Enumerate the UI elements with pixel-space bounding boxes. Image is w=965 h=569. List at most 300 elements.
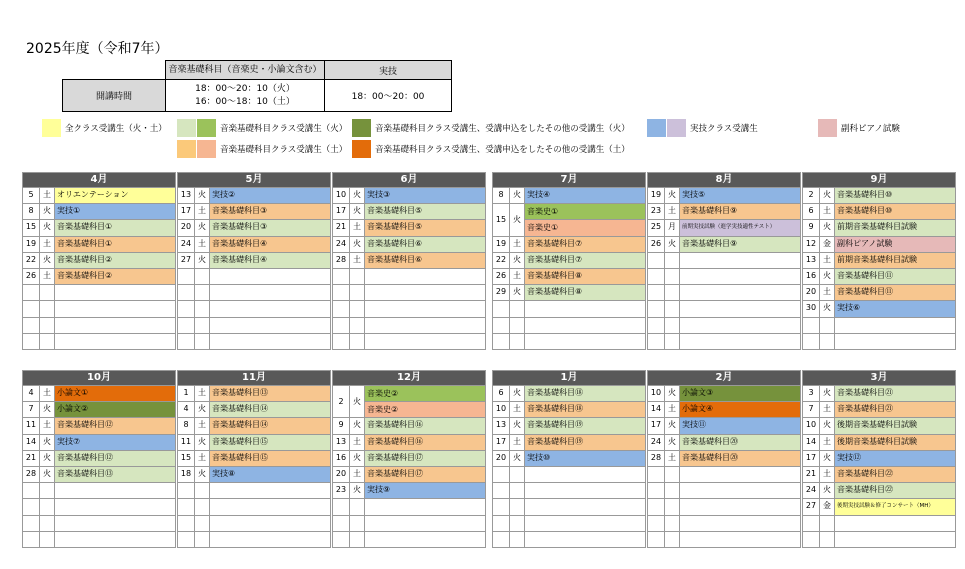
event-cell	[55, 334, 175, 349]
day-number	[648, 301, 665, 316]
event-cell: 音楽基礎科目⑧	[525, 285, 645, 300]
event-cell: 音楽基礎科目⑫	[55, 418, 175, 433]
event-cell	[210, 516, 330, 531]
empty-row	[333, 317, 485, 333]
weekday	[665, 499, 680, 514]
empty-row	[648, 300, 800, 316]
day-number: 26	[23, 269, 40, 284]
legend-swatch	[352, 119, 371, 137]
weekday: 火	[820, 386, 835, 401]
day-number	[803, 334, 820, 349]
event-cell	[210, 285, 330, 300]
day-number: 24	[178, 237, 195, 252]
month-header: 4月	[23, 173, 175, 187]
schedule-row	[333, 203, 485, 219]
event-cell: 音楽基礎科目⑱	[525, 402, 645, 417]
empty-row	[648, 531, 800, 547]
weekday	[665, 483, 680, 498]
weekday: 土	[510, 402, 525, 417]
schedule-row	[803, 385, 955, 401]
day-number	[178, 499, 195, 514]
weekday	[40, 483, 55, 498]
day-number: 24	[803, 483, 820, 498]
day-number: 10	[648, 386, 665, 401]
weekday: 火	[350, 188, 365, 203]
weekday: 土	[820, 435, 835, 450]
weekday: 火	[510, 418, 525, 433]
schedule-row	[493, 417, 645, 433]
schedule-row	[803, 284, 955, 300]
schedule-row	[493, 284, 645, 300]
empty-row	[803, 333, 955, 349]
event-cell	[835, 516, 955, 531]
month-header: 12月	[333, 371, 485, 385]
event-cell	[55, 499, 175, 514]
day-number: 21	[333, 220, 350, 235]
weekday	[665, 269, 680, 284]
weekday	[195, 483, 210, 498]
day-number: 2	[803, 188, 820, 203]
event-cell	[835, 334, 955, 349]
event-cell: 音楽基礎科目⑯	[365, 418, 485, 433]
weekday: 土	[40, 386, 55, 401]
event-cell	[210, 483, 330, 498]
day-number: 14	[648, 402, 665, 417]
event-cell	[365, 285, 485, 300]
empty-row	[178, 333, 330, 349]
weekday	[350, 285, 365, 300]
weekday	[665, 532, 680, 547]
day-number: 27	[803, 499, 820, 514]
legend-label: 音楽基礎科目クラス受講生、受講申込をしたその他の受講生（土）	[375, 145, 630, 155]
event-cell	[680, 301, 800, 316]
weekday	[195, 318, 210, 333]
weekday: 土	[510, 435, 525, 450]
schedule-row	[23, 236, 175, 252]
schedule-row	[493, 236, 645, 252]
day-number: 4	[23, 386, 40, 401]
day-number	[333, 301, 350, 316]
weekday	[665, 516, 680, 531]
empty-row	[178, 284, 330, 300]
day-number: 10	[333, 188, 350, 203]
day-number: 20	[178, 220, 195, 235]
event-cell	[210, 499, 330, 514]
empty-row	[648, 515, 800, 531]
day-number: 20	[333, 467, 350, 482]
event-cell	[210, 334, 330, 349]
day-number	[493, 318, 510, 333]
weekday: 土	[40, 418, 55, 433]
legend-swatch	[197, 140, 216, 158]
day-number: 29	[493, 285, 510, 300]
event-cell: 音楽基礎科目③	[210, 204, 330, 219]
schedule-row	[803, 268, 955, 284]
month-header: 1月	[493, 371, 645, 385]
month-5	[177, 172, 331, 350]
empty-row	[23, 333, 175, 349]
day-number	[23, 499, 40, 514]
day-number: 26	[493, 269, 510, 284]
schedule-row	[333, 466, 485, 482]
event-cell	[365, 269, 485, 284]
event-cell	[525, 467, 645, 482]
legend-label: 音楽基礎科目クラス受講生、受講申込をしたその他の受講生（火）	[375, 124, 630, 134]
schedule-row	[333, 187, 485, 203]
event-cell	[365, 516, 485, 531]
event-cell	[680, 253, 800, 268]
empty-row	[648, 252, 800, 268]
empty-row	[493, 482, 645, 498]
empty-row	[178, 300, 330, 316]
weekday	[195, 516, 210, 531]
day-number: 22	[23, 253, 40, 268]
legend-swatch	[667, 119, 686, 137]
event-cell: 音楽基礎科目⑪	[835, 269, 955, 284]
empty-row	[333, 300, 485, 316]
event-cell: 音楽基礎科目⑱	[525, 386, 645, 401]
schedule-row	[493, 385, 645, 401]
day-number: 7	[803, 402, 820, 417]
legend-swatch	[197, 119, 216, 137]
schedule-row	[648, 401, 800, 417]
weekday: 火	[510, 204, 525, 235]
weekday: 土	[820, 467, 835, 482]
event-cell: 音楽基礎科目㉑	[835, 386, 955, 401]
schedule-row	[803, 219, 955, 235]
day-number: 26	[648, 237, 665, 252]
weekday	[510, 516, 525, 531]
weekday	[195, 285, 210, 300]
event-cell: 音楽基礎科目⑨	[680, 204, 800, 219]
day-number	[493, 467, 510, 482]
event-cell: 実技③	[365, 188, 485, 203]
empty-row	[333, 333, 485, 349]
day-number: 16	[333, 451, 350, 466]
schedule-row	[803, 466, 955, 482]
weekday	[665, 301, 680, 316]
schedule-row	[178, 466, 330, 482]
schedule-row	[23, 252, 175, 268]
day-number: 25	[648, 220, 665, 235]
event-cell: 音楽基礎科目⑦	[525, 237, 645, 252]
legend-piano	[818, 119, 900, 137]
day-number: 30	[803, 301, 820, 316]
empty-row	[23, 498, 175, 514]
empty-row	[648, 333, 800, 349]
day-number: 13	[803, 253, 820, 268]
event-cell: 音楽基礎科目③	[210, 220, 330, 235]
day-number: 15	[493, 204, 510, 235]
weekday: 火	[665, 386, 680, 401]
event-cell: 実技⑪	[680, 418, 800, 433]
day-number	[178, 516, 195, 531]
legend-kiso-tue	[177, 119, 347, 137]
day-number: 15	[178, 451, 195, 466]
day-number: 11	[178, 435, 195, 450]
hours-col1-header: 音楽基礎科目（音楽史・小論文含む）	[166, 61, 325, 80]
schedule-row	[333, 450, 485, 466]
legend-label: 全クラス受講生（火・土）	[65, 124, 167, 134]
weekday: 火	[665, 237, 680, 252]
event-cell: 小論文③	[680, 386, 800, 401]
event-cell	[680, 467, 800, 482]
day-number: 28	[648, 451, 665, 466]
weekday	[350, 516, 365, 531]
event-cell	[680, 269, 800, 284]
schedule-row	[23, 385, 175, 401]
event-cell: 音楽基礎科目⑬	[55, 467, 175, 482]
event-cell: 音楽基礎科目②	[55, 253, 175, 268]
day-number	[648, 532, 665, 547]
schedule-row	[23, 466, 175, 482]
day-number: 12	[803, 237, 820, 252]
event-cell: オリエンテーション	[55, 188, 175, 203]
event-cell: 音楽基礎科目⑧	[525, 269, 645, 284]
empty-row	[23, 515, 175, 531]
weekday	[665, 253, 680, 268]
day-number: 13	[178, 188, 195, 203]
schedule-row	[23, 401, 175, 417]
schedule-row	[803, 450, 955, 466]
month-header: 9月	[803, 173, 955, 187]
schedule-row	[23, 187, 175, 203]
day-number: 6	[493, 386, 510, 401]
day-number	[333, 532, 350, 547]
hours-col2-header: 実技	[325, 61, 452, 80]
weekday	[40, 318, 55, 333]
hours-table-corner	[63, 61, 166, 80]
day-number	[493, 334, 510, 349]
event-cell	[680, 483, 800, 498]
weekday: 土	[350, 220, 365, 235]
month-header: 5月	[178, 173, 330, 187]
schedule-row	[23, 268, 175, 284]
event-cell	[680, 516, 800, 531]
schedule-row	[178, 252, 330, 268]
day-number	[23, 516, 40, 531]
event-cell	[55, 483, 175, 498]
weekday: 土	[195, 418, 210, 433]
month-header: 6月	[333, 173, 485, 187]
legend-label: 音楽基礎科目クラス受講生（火）	[220, 124, 348, 134]
month-header: 7月	[493, 173, 645, 187]
event-label: 音楽史②	[365, 401, 485, 417]
schedule-row	[803, 498, 955, 514]
weekday: 火	[40, 220, 55, 235]
weekday: 火	[195, 188, 210, 203]
schedule-row	[178, 450, 330, 466]
event-cell: 音楽基礎科目㉒	[835, 483, 955, 498]
weekday	[510, 301, 525, 316]
schedule-row	[178, 187, 330, 203]
event-cell: 音楽基礎科目⑭	[210, 402, 330, 417]
empty-row	[23, 531, 175, 547]
schedule-row	[333, 385, 485, 417]
day-number	[648, 269, 665, 284]
event-cell: 実技⑥	[835, 301, 955, 316]
event-cell: 音楽基礎科目⑳	[680, 451, 800, 466]
day-number	[178, 269, 195, 284]
day-number: 16	[803, 269, 820, 284]
weekday: 土	[820, 253, 835, 268]
schedule-row	[178, 236, 330, 252]
weekday: 火	[40, 402, 55, 417]
weekday	[195, 334, 210, 349]
weekday: 火	[820, 269, 835, 284]
event-cell	[525, 483, 645, 498]
day-number	[648, 483, 665, 498]
day-number: 13	[333, 435, 350, 450]
event-cell	[55, 532, 175, 547]
event-cell	[835, 532, 955, 547]
schedule-row	[23, 417, 175, 433]
month-7	[492, 172, 646, 350]
day-number	[23, 285, 40, 300]
day-number	[333, 516, 350, 531]
event-cell: 音楽基礎科目②	[55, 269, 175, 284]
schedule-row	[333, 236, 485, 252]
weekday: 火	[350, 451, 365, 466]
weekday: 土	[40, 237, 55, 252]
month-10	[22, 370, 176, 548]
event-cell	[525, 318, 645, 333]
legend-swatch	[42, 119, 61, 137]
day-number: 27	[178, 253, 195, 268]
event-cell	[680, 499, 800, 514]
event-cell	[55, 516, 175, 531]
weekday: 土	[665, 204, 680, 219]
day-number	[803, 532, 820, 547]
day-number	[493, 301, 510, 316]
weekday	[40, 301, 55, 316]
weekday	[40, 285, 55, 300]
event-cell: 実技⑧	[210, 467, 330, 482]
day-number	[493, 516, 510, 531]
weekday: 火	[510, 188, 525, 203]
empty-row	[178, 498, 330, 514]
month-11	[177, 370, 331, 548]
day-number: 3	[803, 386, 820, 401]
event-cell: 音楽基礎科目⑰	[365, 467, 485, 482]
month-9	[802, 172, 956, 350]
day-number	[648, 285, 665, 300]
weekday: 火	[510, 386, 525, 401]
event-label: 音楽史②	[365, 386, 485, 401]
day-number: 15	[23, 220, 40, 235]
day-number	[803, 318, 820, 333]
month-8	[647, 172, 801, 350]
weekday	[195, 532, 210, 547]
weekday	[350, 269, 365, 284]
day-number	[178, 532, 195, 547]
weekday	[40, 516, 55, 531]
schedule-row	[493, 252, 645, 268]
schedule-row	[178, 203, 330, 219]
event-cell	[680, 318, 800, 333]
day-number	[23, 532, 40, 547]
day-number	[648, 318, 665, 333]
empty-row	[648, 466, 800, 482]
schedule-row	[493, 434, 645, 450]
day-number	[23, 318, 40, 333]
weekday: 火	[510, 253, 525, 268]
weekday	[510, 334, 525, 349]
day-number: 19	[23, 237, 40, 252]
schedule-row	[803, 434, 955, 450]
event-cell	[525, 499, 645, 514]
day-number: 17	[333, 204, 350, 219]
event-cell: 実技⑨	[365, 483, 485, 498]
weekday: 土	[40, 269, 55, 284]
weekday: 火	[350, 386, 365, 417]
day-number: 23	[333, 483, 350, 498]
event-cell: 実技②	[210, 188, 330, 203]
day-number	[648, 499, 665, 514]
weekday: 土	[350, 435, 365, 450]
day-number	[648, 253, 665, 268]
event-cell: 実技⑤	[680, 188, 800, 203]
schedule-row	[178, 385, 330, 401]
day-number	[333, 499, 350, 514]
day-number	[178, 318, 195, 333]
weekday	[665, 285, 680, 300]
event-cell: 後期音楽基礎科目試験	[835, 418, 955, 433]
day-number	[803, 516, 820, 531]
day-number: 10	[803, 418, 820, 433]
day-number: 20	[803, 285, 820, 300]
schedule-row	[803, 187, 955, 203]
weekday: 土	[40, 188, 55, 203]
day-number	[178, 483, 195, 498]
weekday	[350, 334, 365, 349]
weekday: 火	[350, 418, 365, 433]
schedule-row	[333, 219, 485, 235]
event-cell: 実技①	[55, 204, 175, 219]
legend-swatch	[352, 140, 371, 158]
event-cell	[525, 532, 645, 547]
weekday: 火	[510, 285, 525, 300]
schedule-row	[493, 268, 645, 284]
month-header: 8月	[648, 173, 800, 187]
empty-row	[493, 300, 645, 316]
event-cell	[210, 269, 330, 284]
weekday: 火	[350, 237, 365, 252]
day-number	[648, 516, 665, 531]
schedule-row	[803, 252, 955, 268]
schedule-row	[493, 203, 645, 235]
weekday: 火	[40, 204, 55, 219]
event-cell: 実技⑦	[55, 435, 175, 450]
schedule-row	[648, 450, 800, 466]
legend-kiso-sat	[177, 140, 347, 158]
day-number: 6	[803, 204, 820, 219]
weekday: 火	[820, 483, 835, 498]
day-number: 28	[333, 253, 350, 268]
hours-col2-value: 18：00〜20：00	[325, 80, 452, 112]
legend-swatch	[647, 119, 666, 137]
event-cell: 実技④	[525, 188, 645, 203]
weekday	[350, 318, 365, 333]
weekday: 火	[665, 188, 680, 203]
event-cell: 音楽基礎科目⑫	[55, 451, 175, 466]
schedule-row	[803, 203, 955, 219]
empty-row	[333, 515, 485, 531]
weekday: 火	[195, 220, 210, 235]
empty-row	[803, 317, 955, 333]
legend-label: 音楽基礎科目クラス受講生（土）	[220, 145, 348, 155]
event-cell: 音楽基礎科目㉒	[835, 467, 955, 482]
